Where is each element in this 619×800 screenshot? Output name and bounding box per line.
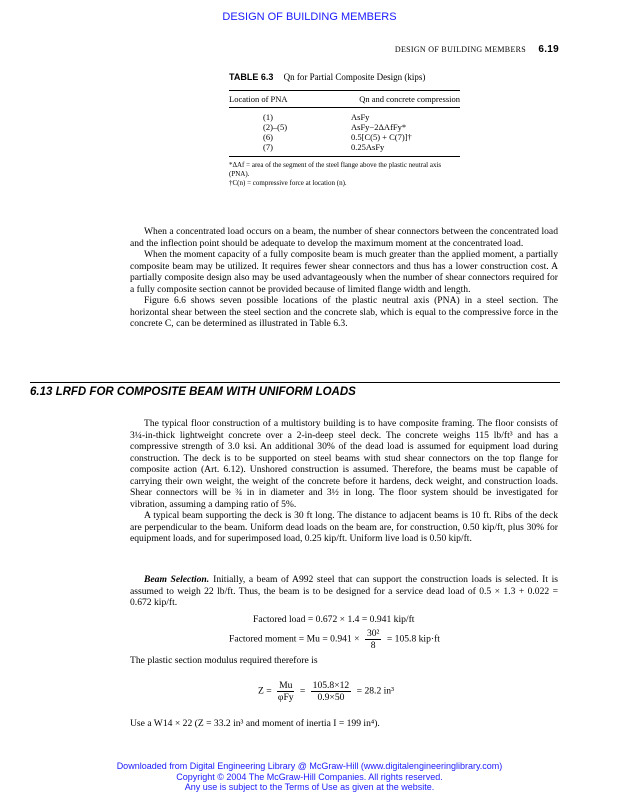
running-head <box>395 44 559 55</box>
beam-selection-text: Initially, a beam of A992 steel that can support the construction loads is selected. It is assumed to weigh 22 lb/ft. Thus, the beam is to be designed for a service dead load of 0.5 × 1.3 + 0.022 = 0.672 kip/ft. <box>130 574 558 608</box>
z-fraction-2 <box>311 680 352 703</box>
table-cell-value: AsFy <box>351 112 370 122</box>
section-rule <box>30 382 560 383</box>
table-footnote-2: †C(n) = compressive force at location (n). <box>229 179 347 187</box>
table-6-3 <box>229 72 460 188</box>
z-right: = 28.2 in³ <box>356 685 394 697</box>
qn-table <box>229 90 460 157</box>
running-head-title: DESIGN OF BUILDING MEMBERS <box>394 45 527 54</box>
top-banner: DESIGN OF BUILDING MEMBERS <box>222 11 397 23</box>
table-header-qn: Qn and concrete compression <box>339 91 460 108</box>
footer-copyright: Copyright © 2004 The McGraw-Hill Companies. All rights reserved. <box>176 771 443 782</box>
table-cell-location: (7) <box>229 142 339 157</box>
table-cell-location: (2)–(5) <box>263 122 288 132</box>
paragraph: Figure 6.6 shows seven possible locations of the plastic neutral axis (PNA) in a steel section. The horizontal shear between the steel section and the concrete slab, which is equal to the compressive force in the concrete C, can be determined as illustrated in Table 6.3. <box>130 295 558 329</box>
table-row <box>229 108 460 123</box>
table-caption <box>229 72 460 82</box>
paragraph: A typical beam supporting the deck is 30 ft long. The distance to adjacent beams is 10 ft. Ribs of the deck are perpendicular to the beam. Uniform dead loads on the beam are, for construction, 0.50 kip/ft, plus 30% for equipment loads, and for superimposed load, 0.25 kip/ft. Uniform live load is 0.50 kip/ft. <box>130 510 558 544</box>
paragraph: When a concentrated load occurs on a beam, the number of shear connectors between the concentrated load and the inflection point should be adequate to develop the maximum moment at the concentrated load. <box>130 226 558 249</box>
table-caption-text: Qn for Partial Composite Design (kips) <box>283 72 426 82</box>
plastic-modulus-text: The plastic section modulus required therefore is <box>130 655 318 666</box>
paragraph-block-2 <box>130 418 558 545</box>
table-cell-value: 0.5[C(5) + C(7)]† <box>351 132 412 142</box>
footer-download-link[interactable]: Downloaded from Digital Engineering Library @ McGraw-Hill (www.digitalengineeringlibrary.com) <box>116 761 503 771</box>
table-row <box>229 142 460 157</box>
table-cell-value: 0.25AsFy <box>339 142 460 157</box>
table-header-location: Location of PNA <box>229 91 339 108</box>
table-cell-location: (6) <box>263 132 273 142</box>
moment-fraction <box>365 628 381 651</box>
moment-numerator: 30² <box>366 628 380 639</box>
z-numerator-1: Mu <box>279 680 293 691</box>
use-section-text: Use a W14 × 22 (Z = 33.2 in³ and moment of inertia I = 199 in⁴). <box>130 718 380 729</box>
beam-selection-paragraph <box>130 574 558 609</box>
table-label: TABLE 6.3 <box>229 72 274 82</box>
paragraph: When the moment capacity of a fully composite beam is much greater than the applied moment, a partially composite beam may be utilized. It requires fewer shear connectors and thus has a lower construction cost. A partially composite design also may be used advantageously when the number of shear connectors required for a fully composite section cannot be provided because of limited flange width and length. <box>130 249 558 295</box>
section-heading: 6.13 LRFD FOR COMPOSITE BEAM WITH UNIFORM LOADS <box>30 386 356 398</box>
z-fraction-1 <box>277 680 294 703</box>
beam-selection-runin: Beam Selection. <box>144 574 210 585</box>
table-footnote-1: *ΔAf = area of the segment of the steel flange above the plastic neutral axis (PNA). <box>229 161 442 178</box>
z-numerator-2: 105.8×12 <box>312 680 350 691</box>
table-row <box>229 132 460 142</box>
page-number: 6.19 <box>538 44 559 55</box>
moment-denominator: 8 <box>370 640 376 651</box>
factored-moment-equation <box>229 628 440 651</box>
z-left: Z = <box>258 685 272 697</box>
factored-load-equation: Factored load = 0.672 × 1.4 = 0.941 kip/ft <box>253 614 415 625</box>
paragraph: The typical floor construction of a multistory building is to have composite framing. The floor consists of 3¼-in-thick lightweight concrete over a 2-in-deep steel deck. The concrete weighs 115 lb/ft³ and has a compressive strength of 3.0 ksi. An additional 30% of the dead load is assumed for equipment load during construction. The deck is to be supported on steel beams with stud shear connectors on the top flange for composite action (Art. 6.12). Unshored construction is assumed. Therefore, the beams must be capable of carrying their own weight, the weight of the concrete before it hardens, deck weight, and construction loads. Shear connectors will be ¾ in in diameter and 3½ in long. The floor system should be investigated for vibration, assuming a damping ratio of 5%. <box>130 418 558 510</box>
moment-left: Factored moment = Mu = 0.941 × <box>229 633 360 645</box>
z-denominator-2: 0.9×50 <box>317 692 345 703</box>
plastic-modulus-equation <box>258 680 394 703</box>
table-row <box>229 122 460 132</box>
paragraph-block-1 <box>130 226 558 330</box>
table-cell-location: (1) <box>263 112 273 122</box>
footer-terms: Any use is subject to the Terms of Use as given at the website. <box>184 782 435 792</box>
moment-right: = 105.8 kip·ft <box>386 633 440 645</box>
table-cell-value: AsFy−2ΔAfFy* <box>351 122 407 132</box>
footer <box>0 761 619 793</box>
z-denominator-1: φFy <box>277 692 294 703</box>
z-equals: = <box>299 685 306 697</box>
